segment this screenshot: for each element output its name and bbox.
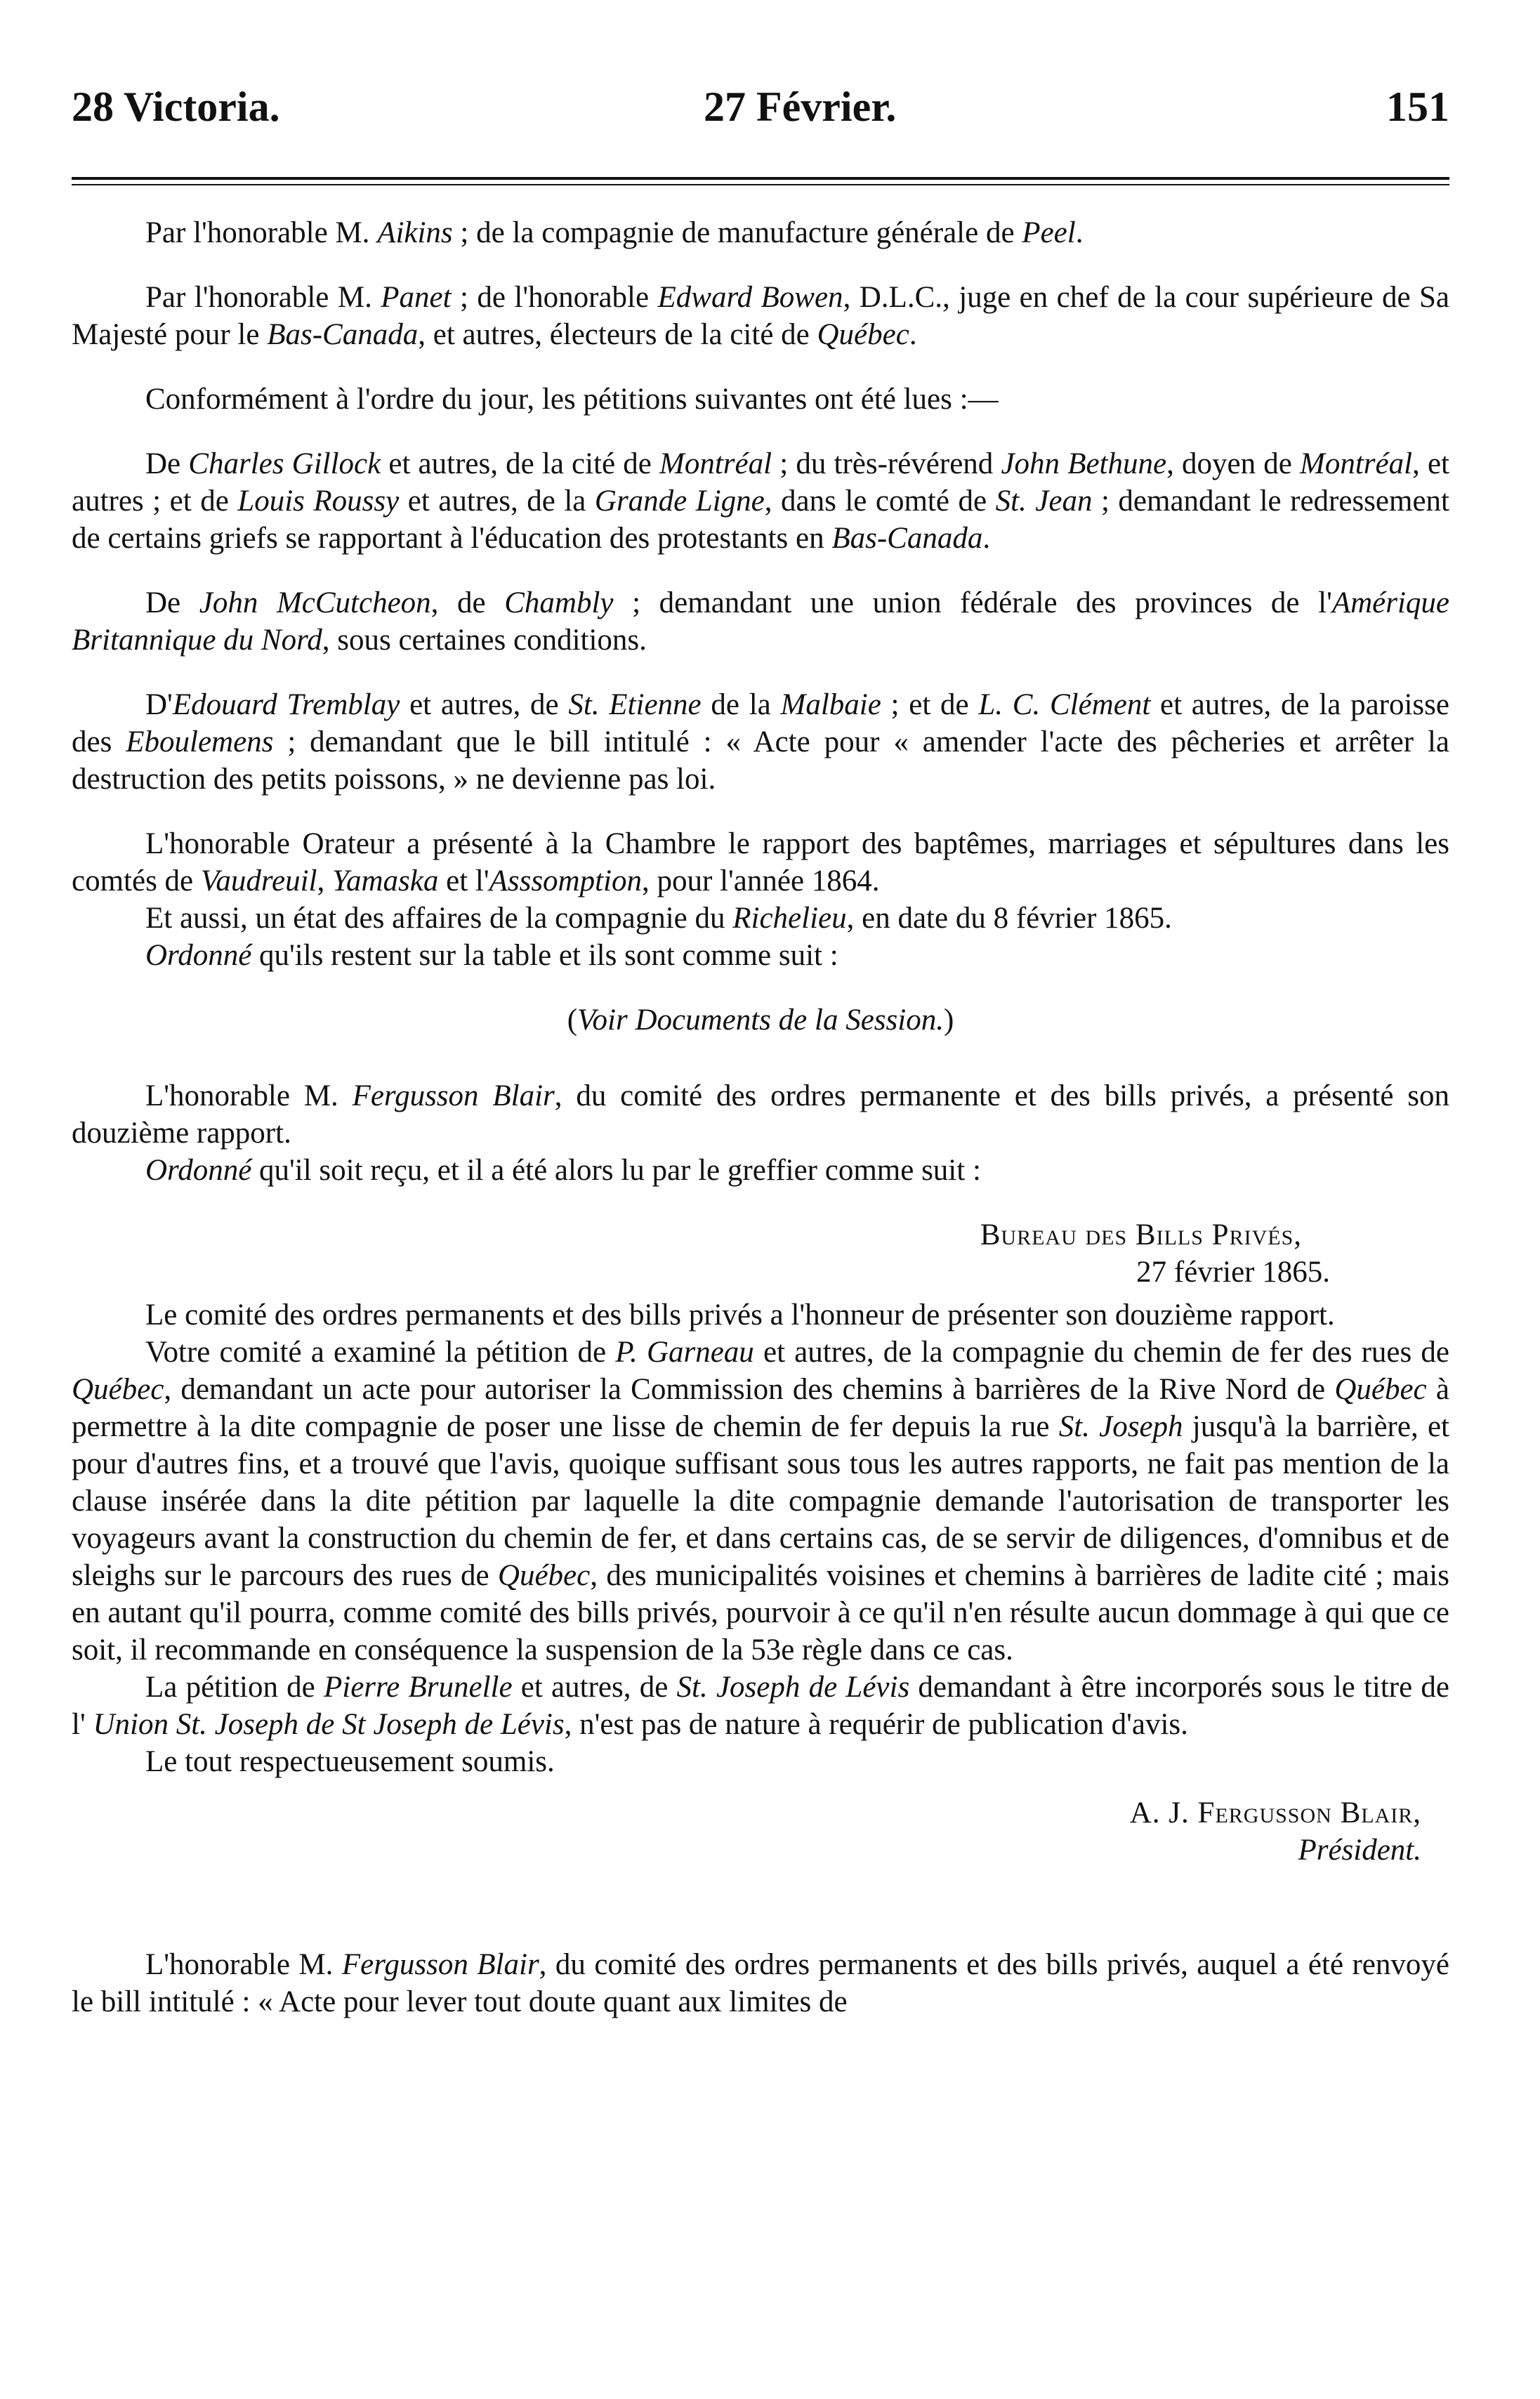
- header-rule-thin: [72, 184, 1449, 185]
- header-rule-thick: [72, 177, 1449, 180]
- header-date: 27 Février.: [704, 84, 897, 130]
- paragraph-petition-mccutcheon: De John McCutcheon, de Chambly ; demandant une union fédérale des provinces de l'Amérique Britannique du Nord, sous certaines conditions.: [72, 586, 1449, 657]
- document-body: [72, 214, 1449, 2020]
- paragraph-bill-limites: L'honorable M. Fergusson Blair, du comité des ordres permanents et des bills privés, auquel a été renvoyé le bill intitulé : « Acte pour lever tout doute quant aux limites de: [72, 1948, 1449, 2018]
- paragraph-ordonne-table: Ordonné qu'ils restent sur la table et ils sont comme suit :: [145, 939, 838, 972]
- bureau-heading: Bureau des Bills Privés,: [980, 1218, 1302, 1251]
- paragraph-etat-richelieu: Et aussi, un état des affaires de la compagnie du Richelieu, en date du 8 février 1865.: [145, 902, 1172, 935]
- paragraph-douzieme-rapport: L'honorable M. Fergusson Blair, du comité des ordres permanente et des bills privés, a présenté son douzième rapport.: [72, 1079, 1449, 1150]
- paragraph-petition-garneau: Votre comité a examiné la pétition de P. Garneau et autres, de la compagnie du chemin de fer des rues de Québec, demandant un acte pour autoriser la Commission des chemins à barrières de la Rive Nord de Québec à permettre à la dite compagnie de poser une lisse de chemin de fer depuis la rue St. Joseph jusqu'à la barrière, et pour d'autres fins, et a trouvé que l'avis, quoique suffisant sous tous les autres rapports, ne fait pas mention de la clause insérée dans la dite pétition par laquelle la dite compagnie demande l'autorisation de transporter les voyageurs avant la construction du chemin de fer, et dans certains cas, de se servir de diligences, d'omnibus et de sleighs sur le parcours des rues de Québec, des municipalités voisines et chemins à barrières de ladite cité ; mais en autant qu'il pourra, comme comité des bills privés, pourvoir à ce qu'il n'en résulte aucun dommage à qui que ce soit, il recommande en conséquence la suspension de la 53e règle dans ce cas.: [72, 1336, 1449, 1667]
- paragraph-petition-brunelle: La pétition de Pierre Brunelle et autres, de St. Joseph de Lévis demandant à être incorporés sous le titre de l' Union St. Joseph de St Joseph de Lévis, n'est pas de nature à requérir de publication d'avis.: [72, 1671, 1450, 1741]
- paragraph-petition-gillock: De Charles Gillock et autres, de la cité de Montréal ; du très-révérend John Bethune, doyen de Montréal, et autres ; et de Louis Roussy et autres, de la Grande Ligne, dans le comté de St. Jean ; demandant le redressement de certains griefs se rapportant à l'éducation des protestants en Bas-Canada.: [72, 447, 1449, 555]
- paragraph-comite-honneur: Le comité des ordres permanents et des bills privés a l'honneur de présenter son douzième rapport.: [145, 1299, 1335, 1332]
- signature-name: A. J. Fergusson Blair,: [1129, 1796, 1421, 1829]
- signature-title: Président.: [1298, 1834, 1421, 1867]
- paragraph-petition-panet: Par l'honorable M. Panet ; de l'honorable Edward Bowen, D.L.C., juge en chef de la cour supérieure de Sa Majesté pour le Bas-Canada, et autres, électeurs de la cité de Québec.: [72, 281, 1449, 351]
- paragraph-ordre-du-jour: Conformément à l'ordre du jour, les pétitions suivantes ont été lues :—: [145, 383, 999, 416]
- bureau-date: 27 février 1865.: [1136, 1256, 1330, 1289]
- paragraph-petition-tremblay: D'Edouard Tremblay et autres, de St. Etienne de la Malbaie ; et de L. C. Clément et autres, de la paroisse des Eboulemens ; demandant que le bill intitulé : « Acte pour « amender l'acte des pêcheries et arrêter la destruction des petits poissons, » ne devienne pas loi.: [72, 688, 1449, 796]
- paragraph-respectueusement: Le tout respectueusement soumis.: [145, 1745, 555, 1778]
- page-number: 151: [1386, 84, 1449, 130]
- paragraph-voir-documents: (Voir Documents de la Session.): [567, 1004, 954, 1037]
- page-header: [72, 83, 1449, 146]
- header-session: 28 Victoria.: [72, 84, 280, 130]
- paragraph-ordonne-recu: Ordonné qu'il soit reçu, et il a été alors lu par le greffier comme suit :: [145, 1154, 981, 1187]
- paragraph-petition-aikins: Par l'honorable M. Aikins ; de la compagnie de manufacture générale de Peel.: [145, 216, 1084, 249]
- paragraph-rapport-baptemes: L'honorable Orateur a présenté à la Chambre le rapport des baptêmes, marriages et sépultures dans les comtés de Vaudreuil, Yamaska et l'Asssomption, pour l'année 1864.: [72, 827, 1449, 898]
